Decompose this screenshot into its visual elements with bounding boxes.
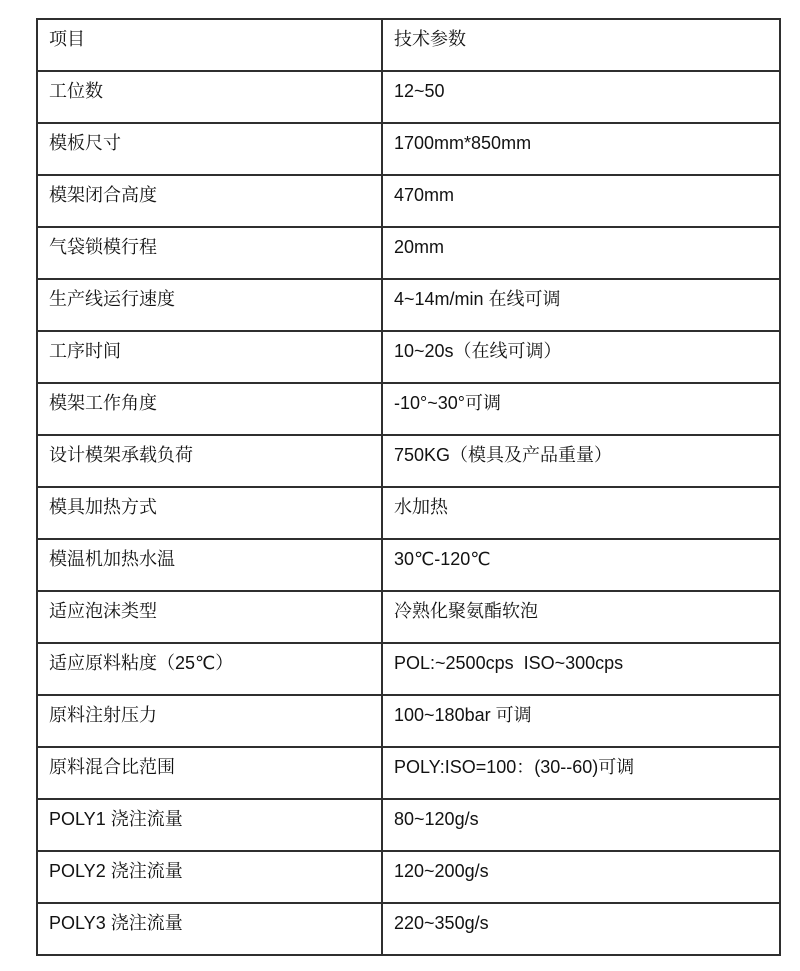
table-row	[37, 799, 780, 851]
value-cell: POL:~2500cps ISO~300cps	[382, 643, 780, 695]
table-row	[37, 435, 780, 487]
item-cell: 工序时间	[37, 331, 382, 383]
table-row	[37, 279, 780, 331]
table-row	[37, 487, 780, 539]
header-cell-item: 项目	[37, 19, 382, 71]
value-cell: 100~180bar 可调	[382, 695, 780, 747]
header-cell-params: 技术参数	[382, 19, 780, 71]
item-cell: 模具加热方式	[37, 487, 382, 539]
value-cell: 30℃-120℃	[382, 539, 780, 591]
table-row	[37, 695, 780, 747]
table-row	[37, 851, 780, 903]
item-cell: 生产线运行速度	[37, 279, 382, 331]
item-cell: 原料注射压力	[37, 695, 382, 747]
item-cell: 工位数	[37, 71, 382, 123]
value-cell: 120~200g/s	[382, 851, 780, 903]
value-cell: 12~50	[382, 71, 780, 123]
table-row	[37, 539, 780, 591]
item-cell: 气袋锁模行程	[37, 227, 382, 279]
item-cell: 适应原料粘度（25℃）	[37, 643, 382, 695]
item-cell: 原料混合比范围	[37, 747, 382, 799]
item-cell: 模板尺寸	[37, 123, 382, 175]
value-cell: 4~14m/min 在线可调	[382, 279, 780, 331]
value-cell: 1700mm*850mm	[382, 123, 780, 175]
spec-table	[36, 18, 781, 956]
table-row	[37, 175, 780, 227]
table-row	[37, 643, 780, 695]
item-cell: 模温机加热水温	[37, 539, 382, 591]
item-cell: POLY2 浇注流量	[37, 851, 382, 903]
value-cell: 80~120g/s	[382, 799, 780, 851]
spec-table-body	[37, 19, 780, 955]
table-row	[37, 227, 780, 279]
item-cell: 模架工作角度	[37, 383, 382, 435]
value-cell: 220~350g/s	[382, 903, 780, 955]
value-cell: 470mm	[382, 175, 780, 227]
value-cell: 750KG（模具及产品重量）	[382, 435, 780, 487]
table-row	[37, 71, 780, 123]
table-row	[37, 123, 780, 175]
value-cell: 20mm	[382, 227, 780, 279]
item-cell: 设计模架承载负荷	[37, 435, 382, 487]
item-cell: POLY3 浇注流量	[37, 903, 382, 955]
value-cell: -10°~30°可调	[382, 383, 780, 435]
table-row	[37, 383, 780, 435]
table-header-row	[37, 19, 780, 71]
table-row	[37, 903, 780, 955]
item-cell: 模架闭合高度	[37, 175, 382, 227]
table-row	[37, 747, 780, 799]
value-cell: 冷熟化聚氨酯软泡	[382, 591, 780, 643]
table-row	[37, 591, 780, 643]
table-row	[37, 331, 780, 383]
spec-table-container	[36, 18, 781, 956]
value-cell: 水加热	[382, 487, 780, 539]
item-cell: POLY1 浇注流量	[37, 799, 382, 851]
value-cell: 10~20s（在线可调）	[382, 331, 780, 383]
item-cell: 适应泡沫类型	[37, 591, 382, 643]
value-cell: POLY:ISO=100：(30--60)可调	[382, 747, 780, 799]
